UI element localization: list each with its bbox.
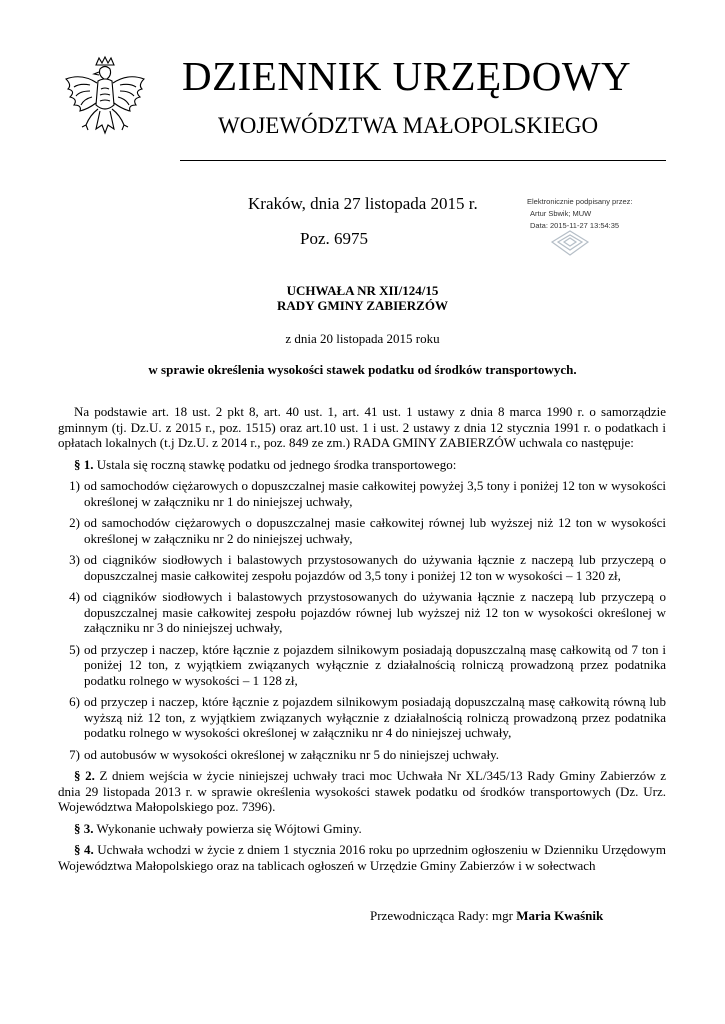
resolution-issuer: RADY GMINY ZABIERZÓW [277,298,448,313]
list-item [58,589,666,636]
resolution-body [58,404,666,873]
signature-line-2: Artur Sbwik; MUW [530,209,592,218]
list-item-text: od ciągników siodłowych i balastowych przystosowanych do używania łącznie z naczepą lub przyczepą o dopuszczalnej masie całkowitej zespołu pojazdów od 3,5 tony i poniżej 12 ton w wysokości – 1 320 zł, [84,552,666,583]
list-item-number: 3) [69,552,80,567]
list-item-number: 1) [69,478,80,493]
section-3 [58,821,666,837]
section-4 [58,842,666,873]
list-item [58,478,666,509]
chairperson-signature [370,908,603,924]
chair-name: Maria Kwaśnik [516,908,604,923]
place-date: Kraków, dnia 27 listopada 2015 r. [248,194,478,213]
list-item [58,747,666,763]
list-item-text: od ciągników siodłowych i balastowych przystosowanych do używania łącznie z naczepą lub przyczepą o dopuszczalnej masie całkowitej zespołu pojazdów równej lub wyższej niż 12 ton w wysokości określonej w załączniku nr 3 do niniejszej uchwały, [84,589,666,635]
list-item-number: 2) [69,515,80,530]
resolution-number: UCHWAŁA NR XII/124/15 [286,283,439,298]
list-item [58,642,666,689]
chair-label: Przewodnicząca Rady: mgr [370,908,513,923]
list-item-number: 7) [69,746,80,762]
list-item-number: 4) [69,589,80,604]
header-divider [180,160,666,161]
list-item [58,552,666,583]
preamble: Na podstawie art. 18 ust. 2 pkt 8, art. 40 ust. 1, art. 41 ust. 1 ustawy z dnia 8 marca 1990 r. o samorządzie gminnym (tj. Dz.U. z 2015 r., poz. 1515) oraz art.10 ust. 1 i ust. 2 ustawy z dnia 12 stycznia 1991 r. o podatkach i opłatach lokalnych (t.j Dz.U. z 2014 r., poz. 849 ze zm.) RADA GMINY ZABIERZÓW uchwala co następuje: [58,404,666,450]
section-1 [58,457,666,473]
section-2-text: Z dniem wejścia w życie niniejszej uchwały traci moc Uchwała Nr XL/345/13 Rady Gminy Zabierzów z dnia 29 listopada 2013 r. w sprawie określenia wysokości stawek podatku od środków transportowych (Dz. Urz. Województwa Małopolskiego poz. 7396). [58,768,666,814]
section-3-mark: § 3. [74,820,94,836]
section-4-mark: § 4. [74,842,94,857]
list-item [58,694,666,741]
list-item-number: 6) [69,694,80,709]
section-2 [58,768,666,815]
list-item-text: od samochodów ciężarowych o dopuszczalnej masie całkowitej powyżej 3,5 tony i poniżej 12 ton w wysokości określonej w załączniku nr 1 do niniejszej uchwały, [84,478,666,509]
journal-title: DZIENNIK URZĘDOWY [182,53,632,99]
position-number: Poz. 6975 [300,229,368,248]
signature-line-3: Data: 2015-11-27 13:54:35 [530,221,620,230]
list-item-text: od przyczep i naczep, które łącznie z pojazdem silnikowym posiadają dopuszczalną masę całkowitą od 7 ton i poniżej 12 ton, z wyjątkiem związanych wyłącznie z działalnością rolniczą prowadzoną przez podatnika podatku rolnego w wysokości – 1 128 zł, [84,641,666,688]
list-item [58,515,666,546]
list-item-text: od autobusów w wysokości określonej w załączniku nr 5 do niniejszej uchwały. [84,746,500,762]
journal-subtitle: WOJEWÓDZTWA MAŁOPOLSKIEGO [218,113,599,138]
section-1-mark: § 1. [74,456,94,472]
eagle-emblem-icon [60,55,150,165]
list-item-text: od samochodów ciężarowych o dopuszczalnej masie całkowitej równej lub wyższej niż 12 ton w wysokości określonej w załączniku nr 2 do niniejszej uchwały, [84,515,666,546]
list-item-text: od przyczep i naczep, które łącznie z pojazdem silnikowym posiadają dopuszczalną masę całkowitą równą lub wyższą niż 12 ton, z wyjątkiem związanych wyłącznie z działalnością rolniczą prowadzoną przez podatnika podatku rolnego w wysokości określonej w załączniku nr 4 do niniejszej uchwały, [84,694,666,740]
section-4-text: Uchwała wchodzi w życie z dniem 1 stycznia 2016 roku po uprzednim ogłoszeniu w Dzienniku Urzędowym Województwa Małopolskiego oraz na tablicach ogłoszeń w Urzędzie Gminy Zabierzów i w sołectwach [58,842,667,873]
section-3-text: Wykonanie uchwały powierza się Wójtowi Gminy. [96,820,362,836]
section-1-text: Ustala się roczną stawkę podatku od jednego środka transportowego: [96,456,457,472]
section-2-mark: § 2. [74,768,95,783]
list-item-number: 5) [69,641,80,657]
resolution-subject: w sprawie określenia wysokości stawek podatku od środków transportowych. [148,362,577,377]
resolution-date: z dnia 20 listopada 2015 roku [285,331,440,346]
signature-line-1: Elektronicznie podpisany przez: [527,197,633,206]
signature-logo-icon [548,228,592,258]
